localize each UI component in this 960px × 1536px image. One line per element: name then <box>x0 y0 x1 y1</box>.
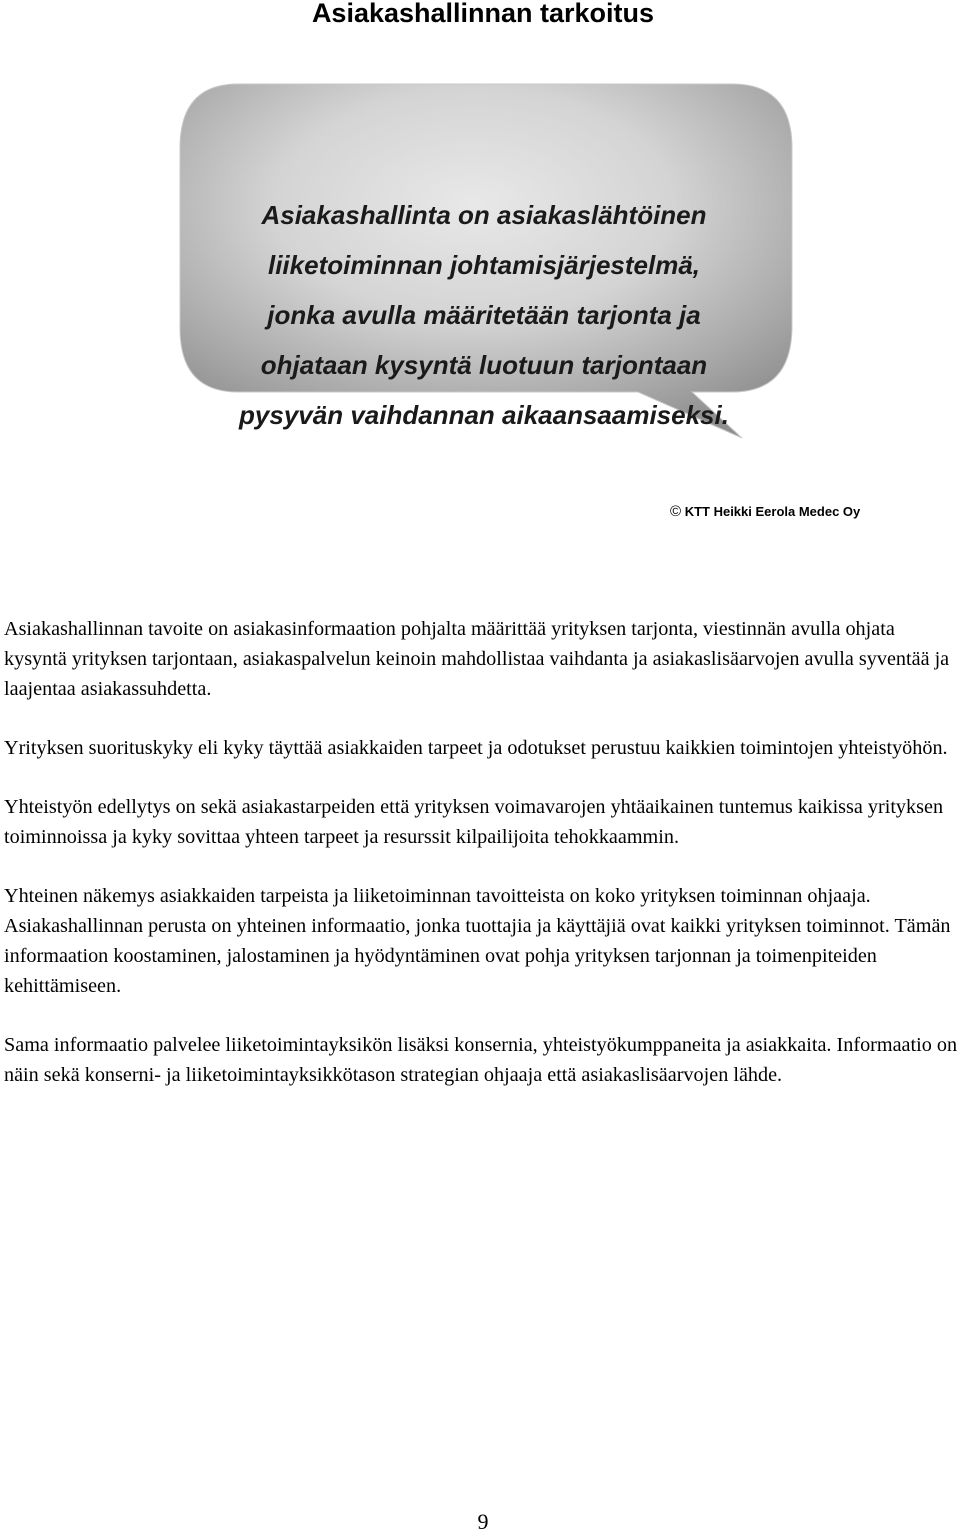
paragraph: Sama informaatio palvelee liiketoimintayksikön lisäksi konsernia, yhteistyökumppaneita ja asiakkaita. Informaatio on näin sekä konserni- ja liiketoimintayksikkötason strategian ohjaaja että asiakaslisäarvojen lähde. <box>4 1034 958 1086</box>
callout-line: Asiakashallinta on asiakaslähtöinen <box>261 200 707 230</box>
paragraph: Yhteinen näkemys asiakkaiden tarpeista ja liiketoiminnan tavoitteista on koko yrityksen toiminnan ohjaaja. Asiakashallinnan perusta on yhteinen informaatio, jonka tuottajia ja käyttäjiä ovat kaikki yrityksen toiminnot. Tämän informaation koostaminen, jalostaminen ja hyödyntäminen ovat pohja yrityksen tarjonnan ja toimenpiteiden kehittämiseen. <box>4 885 951 997</box>
callout-line: liiketoiminnan johtamisjärjestelmä, <box>267 250 701 280</box>
callout-line: pysyvän vaihdannan aikaansaamiseksi. <box>239 400 729 430</box>
copyright-notice <box>670 502 860 522</box>
paragraph: Asiakashallinnan tavoite on asiakasinformaation pohjalta määrittää yrityksen tarjonta, viestinnän avulla ohjata kysyntä yrityksen tarjontaan, asiakaspalvelun keinoin mahdollistaa vaihdanta ja asiakaslisäarvojen avulla syventää ja laajentaa asiakassuhdetta. <box>4 618 950 700</box>
page-number: 9 <box>477 1509 489 1534</box>
callout-text <box>180 190 788 440</box>
paragraph: Yhteistyön edellytys on sekä asiakastarpeiden että yrityksen voimavarojen yhtäaikainen tuntemus kaikissa yrityksen toiminnoissa ja kyky sovittaa yhteen tarpeet ja resurssit kilpailijoita tehokkaammin. <box>4 796 944 848</box>
paragraph: Yrityksen suorituskyky eli kyky täyttää asiakkaiden tarpeet ja odotukset perustuu kaikkien toimintojen yhteistyöhön. <box>4 737 948 759</box>
body-text <box>4 614 960 1119</box>
page-title: Asiakashallinnan tarkoitus <box>311 0 655 28</box>
copyright-icon: © <box>670 503 682 520</box>
copyright-text: KTT Heikki Eerola Medec Oy <box>684 504 861 519</box>
speech-bubble-callout <box>176 78 796 448</box>
callout-line: jonka avulla määritetään tarjonta ja <box>267 300 701 330</box>
callout-line: ohjataan kysyntä luotuun tarjontaan <box>260 350 708 380</box>
